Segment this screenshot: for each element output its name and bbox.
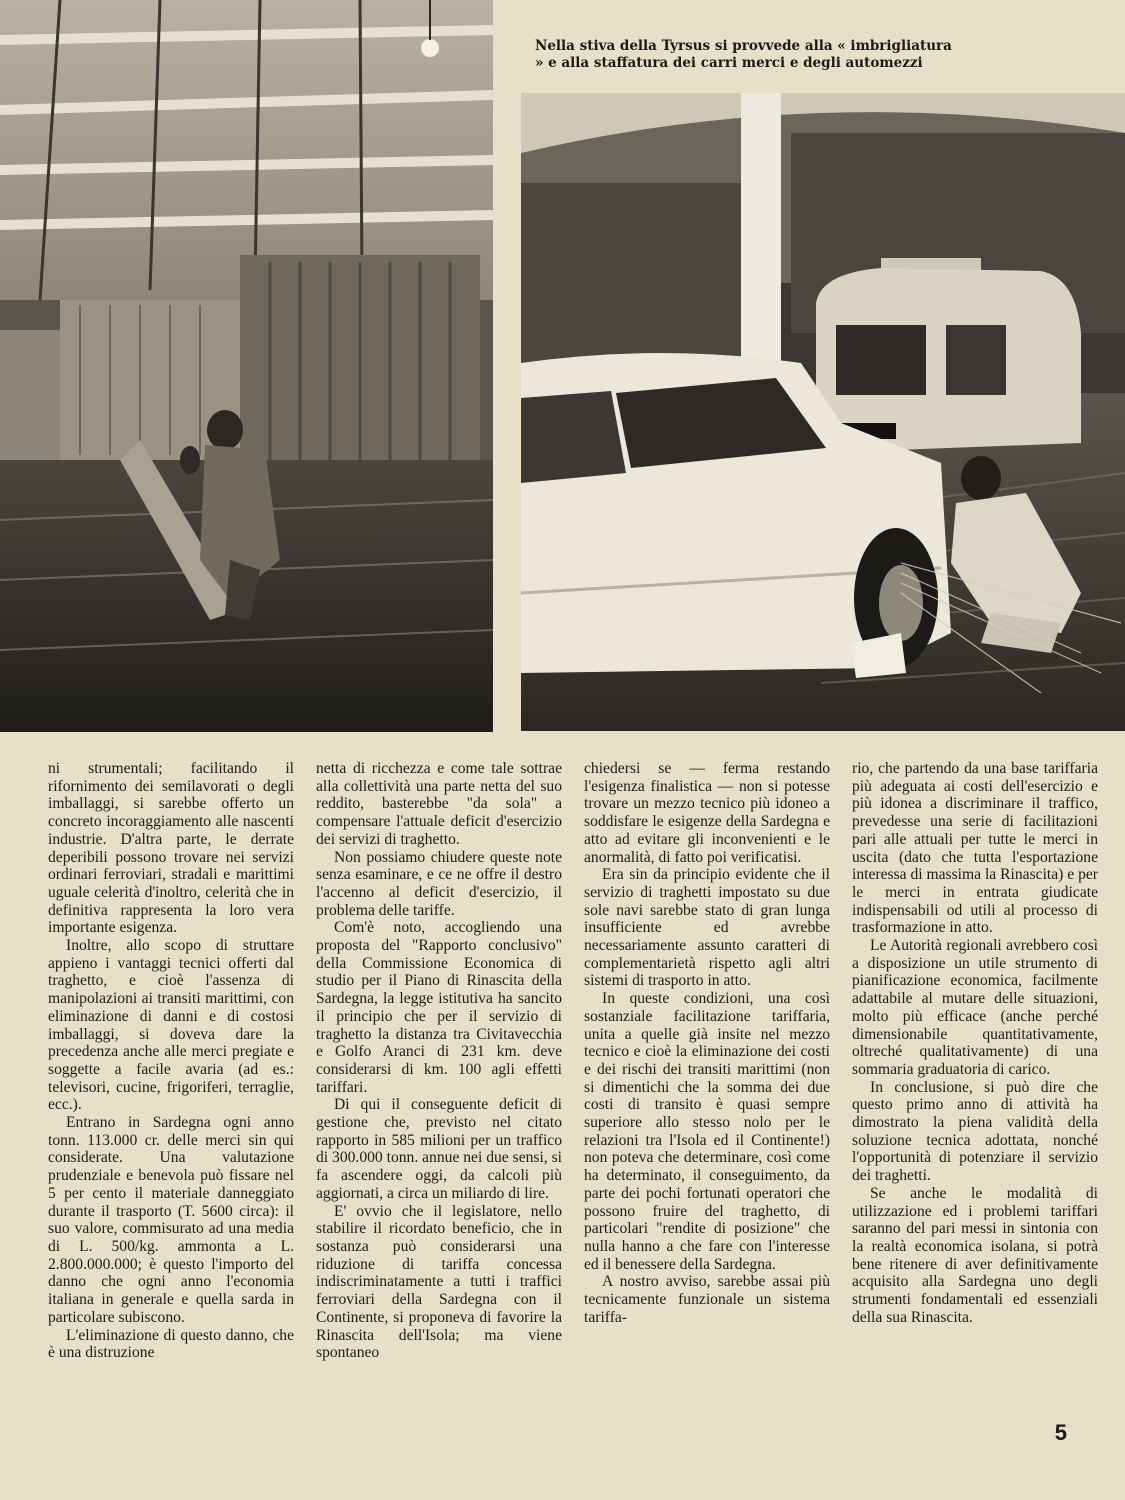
photo-cars-illustration (521, 93, 1125, 731)
paragraph: Inoltre, allo scopo di struttare appieno i vantaggi tecnici offerti dal traghetto, e cioè l'assenza di manipolazioni ai transiti marittimi, con eliminazione di danni e di costosi imballaggi, si doveva dare la precedenza anche alle merci pregiate e soggette a facile avaria (ad es.: televisori, cucine, frigoriferi, terraglie, ecc.). (48, 937, 294, 1114)
paragraph: ni strumentali; facilitando il rifornimento dei semilavorati o degli imballaggi, si sarebbe offerto un concreto incoraggiamento alle nascenti industrie. D'altra parte, le derrate deperibili possono trovare nei servizi ordinari ferroviari, stradali e marittimi uguale celerità d'inoltro, celerità che in definitiva rappresenta la loro vera importante esigenza. (48, 760, 294, 937)
photo-wagons-illustration (0, 0, 493, 732)
article-column-3 (584, 760, 830, 1460)
paragraph: netta di ricchezza e come tale sottrae alla collettività una parte netta del suo reddito, basterebbe "da sola" a compensare l'attuale deficit d'esercizio dei servizi di traghetto. (316, 760, 562, 848)
paragraph: Di qui il conseguente deficit di gestione che, previsto nel citato rapporto in 585 milioni per un traffico di 300.000 tonn. annue nei due sensi, si fa ascendere oggi, da calcoli più aggiornati, a circa un miliardo di lire. (316, 1096, 562, 1202)
photo-wagons-in-hold (0, 0, 493, 732)
paragraph: Era sin da principio evidente che il servizio di traghetti impostato su due sole navi sarebbe stato di gran lunga insufficiente ed avrebbe necessariamente assunto caratteri di complementarietà rispetto agli altri sistemi di trasporto in atto. (584, 866, 830, 990)
paragraph: A nostro avviso, sarebbe assai più tecnicamente funzionale un sistema tariffa- (584, 1273, 830, 1326)
paragraph: rio, che partendo da una base tariffaria più adeguata ai costi dell'esercizio e più idonea a discriminare il traffico, prevedesse una serie di facilitazioni pari alle attuali per tutte le merci in uscita (dato che tutta l'esportazione interessa di massima la Rinascita) e per le merci in entrata giudicate indispensabili od utili al processo di trasformazione in atto. (852, 760, 1098, 937)
paragraph: Se anche le modalità di utilizzazione ed i problemi tariffari saranno del pari messi in sintonia con la realtà economica isolana, si potrà bene ritenere di aver definitivamente acquisito alla Sardegna uno degli strumenti fondamentali ed essenziali della sua Rinascita. (852, 1184, 1098, 1326)
paragraph: Entrano in Sardegna ogni anno tonn. 113.000 cr. delle merci sin qui considerate. Una valutazione prudenziale e benevola può fissare nel 5 per cento il materiale danneggiato durante il trasporto (T. 5600 circa): il suo valore, commisurato ad una media di L. 500/kg. ammonta a L. 2.800.000.000; è questo l'importo del danno che ogni anno l'economia italiana in generale e quella sarda in particolare subiscono. (48, 1114, 294, 1326)
photo-caption: Nella stiva della Tyrsus si provvede alla « imbrigliatura » e alla staffatura dei carri merci e degli automezzi (535, 38, 952, 71)
article-column-2 (316, 760, 562, 1460)
paragraph: L'eliminazione di questo danno, che è una distruzione (48, 1326, 294, 1362)
paragraph: chiedersi se — ferma restando l'esigenza finalistica — non si potesse trovare un mezzo tecnico più idoneo a soddisfare le esigenze della Sardegna e atto ad evitare gli inconvenienti e le anormalità, di fatto poi verificatisi. (584, 760, 830, 866)
paragraph: In queste condizioni, una così sostanziale facilitazione tariffaria, unita a quelle già insite nel mezzo tecnico e cioè la eliminazione dei costi e dei rischi dei transiti marittimi (non si dimentichi che la somma dei due costi di transito è quasi sempre superiore allo stesso nolo per le relazioni tra l'Isola ed il Continente!) non poteva che determinare, così come ha determinato, il conseguimento, da parte dei pochi fortunati operatori che possono fruire del traghetto, di particolari "rendite di posizione" che nulla hanno a che fare con l'interesse ed il benessere della Sardegna. (584, 990, 830, 1273)
paragraph: In conclusione, si può dire che questo primo anno di attività ha dimostrato la piena validità della soluzione tecnica adottata, nonché l'opportunità di potenziare il servizio dei traghetti. (852, 1078, 1098, 1185)
article-column-4 (852, 760, 1098, 1460)
paragraph: Non possiamo chiudere queste note senza esaminare, e ce ne offre il destro l'accenno al deficit d'esercizio, il problema delle tariffe. (316, 848, 562, 919)
article-body (48, 760, 1098, 1460)
paragraph: Com'è noto, accogliendo una proposta del "Rapporto conclusivo" della Commissione Economica di studio per il Piano di Rinascita della Sardegna, la legge istitutiva ha sancito il principio che per il servizio di traghetto la distanza tra Civitavecchia e Golfo Aranci di 231 km. deve considerarsi di km. 100 agli effetti tariffari. (316, 919, 562, 1096)
page-number: 5 (1054, 1420, 1067, 1445)
photo-cars-in-hold (521, 93, 1125, 731)
article-column-1 (48, 760, 294, 1460)
paragraph: Le Autorità regionali avrebbero così a disposizione un utile strumento di pianificazione economica, facilmente adattabile al mutare delle situazioni, molto più efficace (anche perché dimensionabile quantitativamente, oltreché qualitativamente) di una sommaria graduatoria di carico. (852, 937, 1098, 1078)
paragraph: E' ovvio che il legislatore, nello stabilire il ricordato beneficio, che in sostanza può considerarsi una riduzione di tariffa concessa indiscriminatamente a tutti i traffici ferroviari della Sardegna con il Continente, si proponeva di favorire la Rinascita dell'Isola; ma viene spontaneo (316, 1202, 562, 1362)
